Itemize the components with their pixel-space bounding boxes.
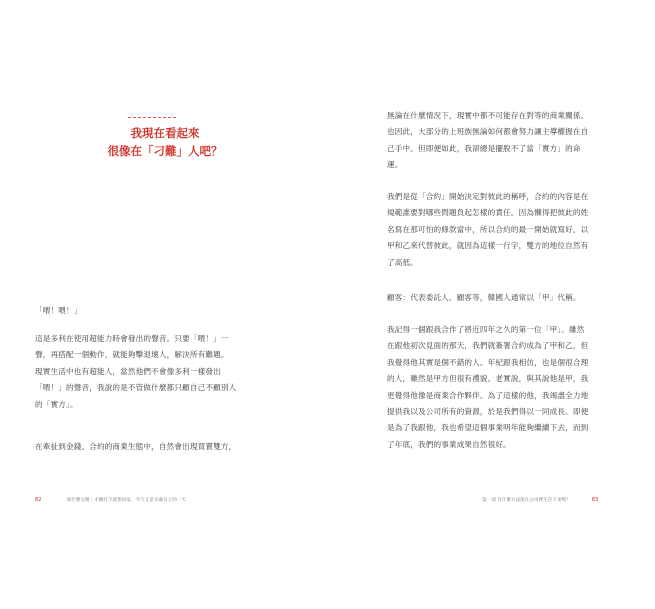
running-head: 第一部 有什麼方法能在公司裡生存下來嗎？ [482, 498, 571, 503]
text-line: 我記得一個跟我合作了將近四年之久的第一位「甲」。雖然 [387, 325, 585, 334]
text-line: 「喂！」的聲音，我說的是不管做什麼都只顧自己不顧別人 [35, 383, 237, 393]
text-line: 聲，再搭配一個動作，就能夠擊退壞人，解決所有難題。 [35, 350, 229, 360]
text-line: 在跟他初次見面的那天，我們就簽署合約成為了甲和乙，但 [387, 341, 589, 351]
text-line: 提供我以及公司所有的資源，於是我們得以一同成長。即便 [387, 407, 589, 417]
paragraph [387, 322, 649, 453]
left-footer [35, 497, 186, 503]
text-line: 了高低。 [387, 257, 418, 267]
paragraph [35, 303, 305, 319]
title-decorative-line [128, 117, 176, 118]
text-line: 的人，雖然是甲方但很有禮貌。老實說，與其說他是甲，我 [387, 374, 589, 384]
paragraph [387, 290, 649, 306]
text-line: 是為了我跟他，我也希望這個事業明年能夠繼續下去，而到 [387, 423, 589, 433]
text-line: 己手中。但即便如此，我卻總是擺脫不了當「實方」的命 [387, 143, 581, 153]
text-line: 在牽扯到金錢、合約的商業生態中，自然會出現買賣雙方， [35, 442, 237, 451]
text-line: 顧客：代表委託人、顧客等，韓國人通常以「甲」代稱。 [387, 293, 581, 302]
text-line: 的「實方」。 [35, 399, 78, 409]
paragraph [35, 331, 305, 413]
page-number: 82 [35, 497, 42, 503]
paragraph [35, 439, 305, 455]
right-page [327, 0, 654, 609]
text-line: 規範誰要對哪些問題負起怎樣的責任。因為懶得把彼此的姓 [387, 208, 589, 218]
text-line: 現實生活中也有超能人，當然他們不會像多利一樣發出 [35, 366, 221, 376]
paragraph [387, 189, 649, 271]
chapter-title-line: 我現在看起來 [130, 126, 200, 140]
text-line: 無論在什麼情況下，現實中都不可能存在對等的商業關係。 [387, 111, 589, 120]
left-page [0, 0, 327, 609]
chapter-title-line: 很像在「刁難」人吧？ [107, 144, 223, 158]
text-line: 我覺得他其實是個不錯的人。年紀跟我相仿，也是個很合理 [387, 357, 589, 367]
page-number: 83 [591, 497, 599, 503]
text-line: 運。 [387, 160, 403, 170]
text-line: 這是多利在使用超能力時會發出的聲音。只要「喂！」一 [35, 334, 229, 343]
text-line: 「喂！喂！」 [35, 306, 82, 315]
text-line: 名寫在那可怕的條款當中，所以合約的最一開始就寫好，以 [387, 224, 589, 234]
paragraph [387, 108, 649, 174]
running-head: 那什麼女婿｜才剛打卡就想回家，今天又是未滿日子的一天 [66, 498, 186, 503]
chapter-title [100, 124, 230, 160]
text-line: 也因此，大部分的上班族無論如何都會努力讓主導權握在自 [387, 127, 589, 137]
text-line: 了年底，我們的事業成果自然很好。 [387, 439, 511, 449]
right-footer [482, 497, 598, 503]
text-line: 更覺得他像是商業合作夥伴。為了這樣的他，我竭盡全力地 [387, 390, 589, 400]
text-line: 我們是從「合約」開始決定對彼此的稱呼，合約的內容是在 [387, 192, 589, 201]
text-line: 甲和乙來代替彼此，就因為這樣一行字，雙方的地位自然有 [387, 241, 589, 251]
